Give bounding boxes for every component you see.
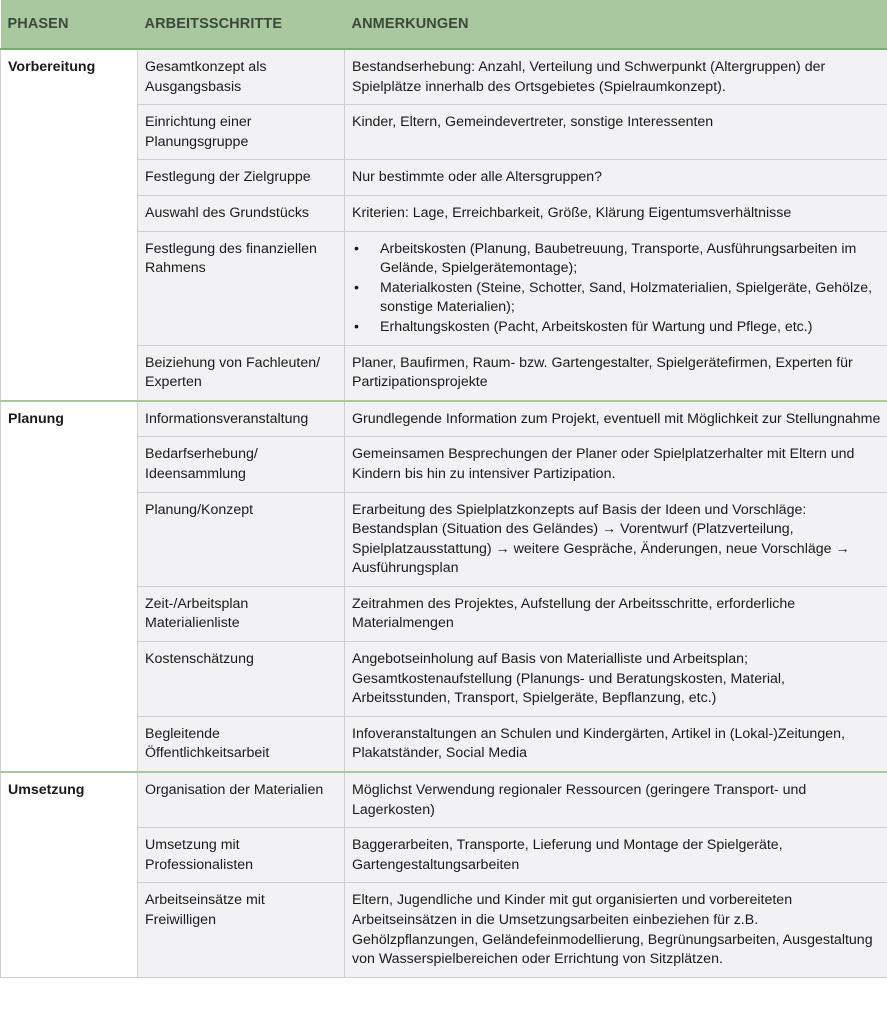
list-item: • Arbeitskosten (Planung, Baubetreuung, Transporte, Ausführungsarbeiten im Gelände, Spielgerätemontage);	[352, 240, 881, 279]
note-cell: Bestandserhebung: Anzahl, Verteilung und Schwerpunkt (Altergruppen) der Spielplätze innerhalb des Ortsgebietes (Spielraumkonzept).	[345, 49, 887, 105]
step-cell: Auswahl des Grundstücks	[138, 195, 345, 231]
phase-cell-planung: Planung	[1, 401, 138, 772]
note-cell: Gemeinsamen Besprechungen der Planer oder Spielplatzerhalter mit Eltern und Kindern bis hin zu intensiver Partizipation.	[345, 437, 887, 492]
header-phases: PHASEN	[1, 0, 138, 49]
list-item: • Erhaltungskosten (Pacht, Arbeitskosten für Wartung und Pflege, etc.)	[352, 318, 881, 338]
table-row	[1, 772, 887, 828]
note-cell: Planer, Baufirmen, Raum- bzw. Gartengestalter, Spielgerätefirmen, Experten für Partizipationsprojekte	[345, 345, 887, 401]
step-cell: Bedarfserhebung/ Ideensammlung	[138, 437, 345, 492]
step-cell: Festlegung der Zielgruppe	[138, 160, 345, 196]
cost-bullet-list	[352, 240, 881, 338]
step-cell: Beiziehung von Fachleuten/ Experten	[138, 345, 345, 401]
step-cell: Gesamtkonzept als Ausgangsbasis	[138, 49, 345, 105]
header-notes: ANMERKUNGEN	[345, 0, 887, 49]
step-cell: Arbeitseinsätze mit Freiwilligen	[138, 883, 345, 977]
step-cell: Informationsveranstaltung	[138, 401, 345, 437]
note-cell: Nur bestimmte oder alle Altersgruppen?	[345, 160, 887, 196]
step-cell: Umsetzung mit Professionalisten	[138, 828, 345, 883]
note-cell: Kriterien: Lage, Erreichbarkeit, Größe, Klärung Eigentumsverhältnisse	[345, 195, 887, 231]
step-cell: Planung/Konzept	[138, 492, 345, 586]
step-cell: Kostenschätzung	[138, 642, 345, 717]
step-cell: Festlegung des finanziellen Rahmens	[138, 231, 345, 345]
note-cell: Infoveranstaltungen an Schulen und Kindergärten, Artikel in (Lokal-)Zeitungen, Plakatständer, Social Media	[345, 716, 887, 772]
table-header-row	[1, 0, 887, 49]
list-item: • Materialkosten (Steine, Schotter, Sand, Holzmaterialien, Spielgeräte, Gehölze, sonstige Materialien);	[352, 279, 881, 318]
note-cell: Zeitrahmen des Projektes, Aufstellung der Arbeitsschritte, erforderliche Materialmengen	[345, 586, 887, 641]
note-cell: Eltern, Jugendliche und Kinder mit gut organisierten und vorbereiteten Arbeitseinsätzen in die Umsetzungsarbeiten einbeziehen für z.B. Gehölzpflanzungen, Geländefeinmodellierung, Begrünungsarbeiten, Ausgestaltung von Wasserspielbereichen oder Errichtung von Sitzplätzen.	[345, 883, 887, 977]
note-cell: Baggerarbeiten, Transporte, Lieferung und Montage der Spielgeräte, Gartengestaltungsarbeiten	[345, 828, 887, 883]
note-cell: Angebotseinholung auf Basis von Materialliste und Arbeitsplan; Gesamtkostenaufstellung (Planungs- und Beratungskosten, Material, Arbeitsstunden, Transport, Spielgeräte, Bepflanzung, etc.)	[345, 642, 887, 717]
note-cell	[345, 231, 887, 345]
step-cell: Einrichtung einer Planungsgruppe	[138, 105, 345, 160]
header-steps: ARBEITSSCHRITTE	[138, 0, 345, 49]
table-row	[1, 401, 887, 437]
note-cell: Grundlegende Information zum Projekt, eventuell mit Möglichkeit zur Stellungnahme	[345, 401, 887, 437]
step-cell: Zeit-/Arbeitsplan Materialienliste	[138, 586, 345, 641]
phase-cell-vorbereitung: Vorbereitung	[1, 49, 138, 401]
note-cell: Kinder, Eltern, Gemeindevertreter, sonstige Interessenten	[345, 105, 887, 160]
step-cell: Begleitende Öffentlichkeitsarbeit	[138, 716, 345, 772]
note-cell: Erarbeitung des Spielplatzkonzepts auf Basis der Ideen und Vorschläge: Bestandsplan (Situation des Geländes) → Vorentwurf (Platzverteilung, Spielplatzausstattung) → weitere Gespräche, Änderungen, neue Vorschläge → Ausführungsplan	[345, 492, 887, 586]
table-row	[1, 49, 887, 105]
note-cell: Möglichst Verwendung regionaler Ressourcen (geringere Transport- und Lagerkosten)	[345, 772, 887, 828]
step-cell: Organisation der Materialien	[138, 772, 345, 828]
phase-cell-umsetzung: Umsetzung	[1, 772, 138, 977]
